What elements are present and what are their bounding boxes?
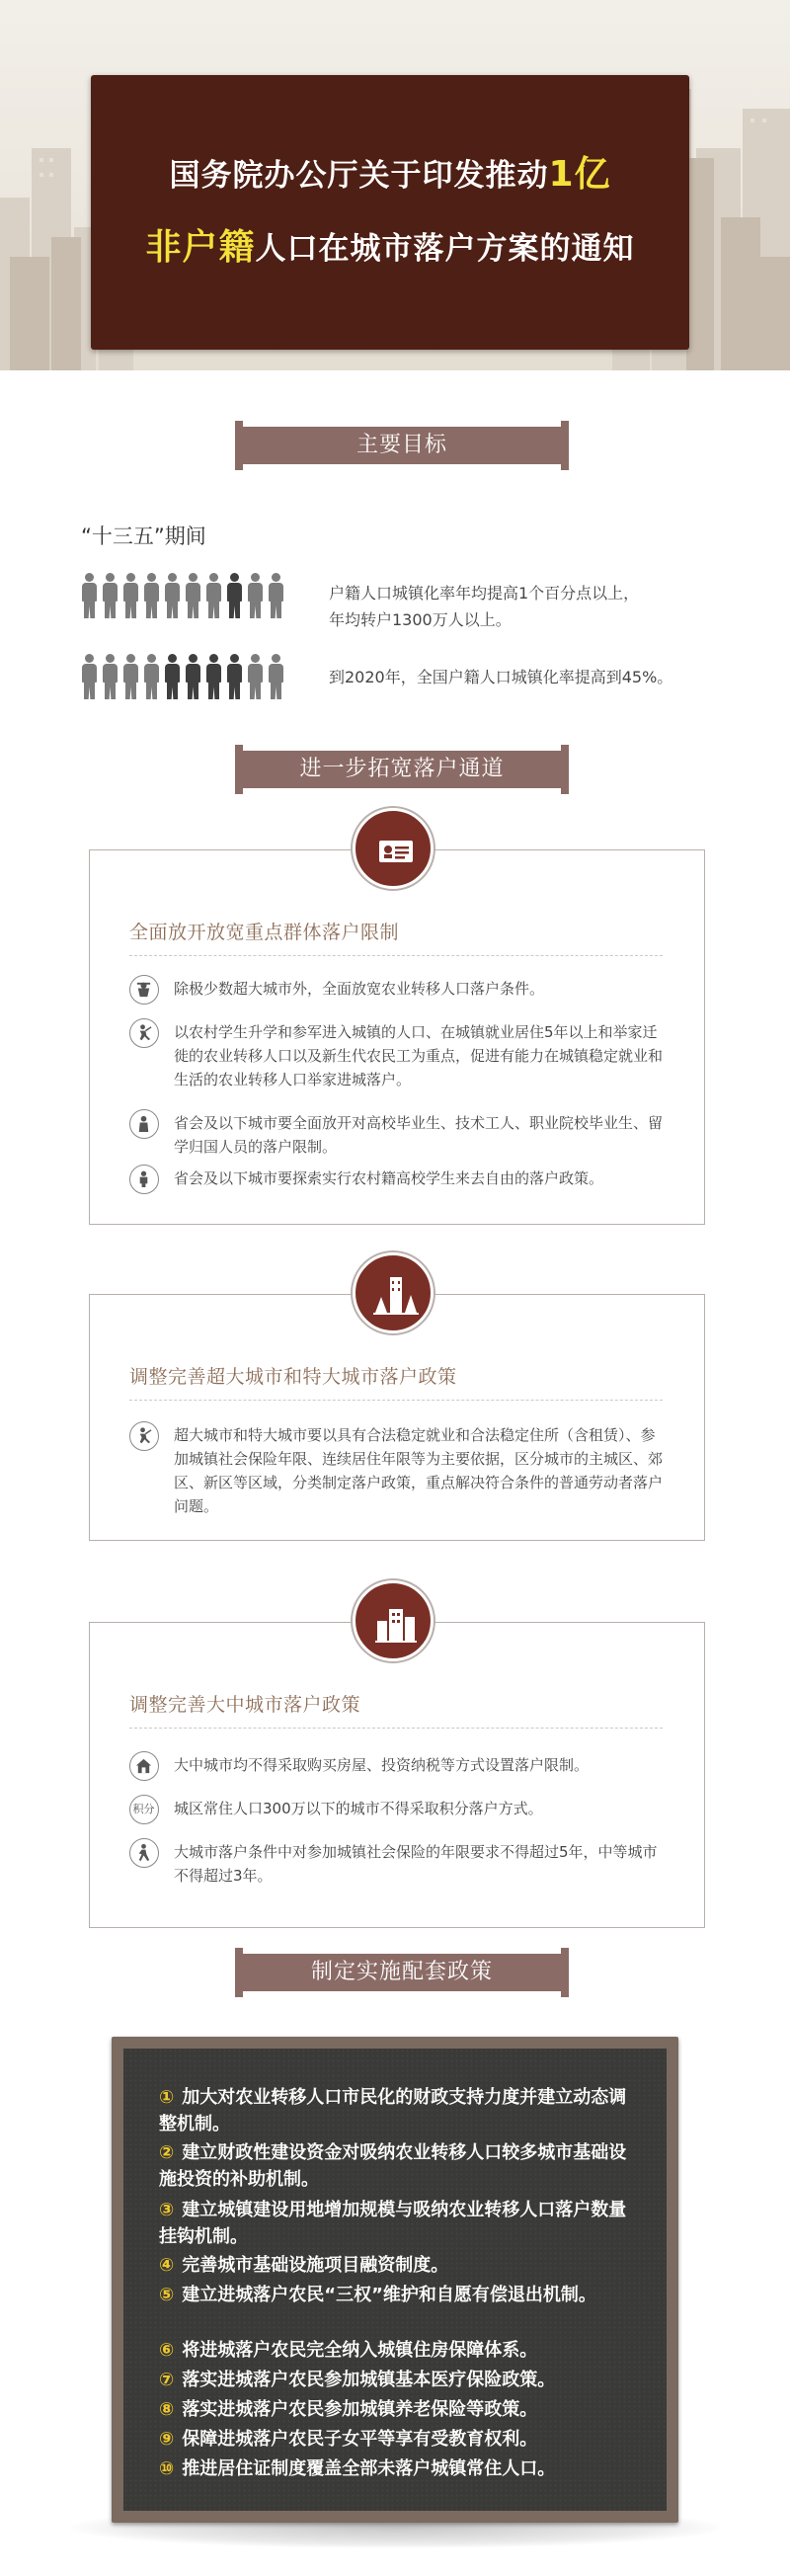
period-label: “十三五”期间 — [81, 524, 206, 548]
section-header-policies: 制定实施配套政策 — [237, 1954, 567, 1997]
person-icon — [143, 573, 160, 620]
person-icon — [122, 654, 139, 701]
title-box — [91, 75, 689, 350]
person-icon — [205, 573, 222, 620]
policy-item-2: ② 建立财政性建设资金对吸纳农业转移人口较多城市基础设施投资的补助机制。 — [159, 2142, 627, 2190]
worker-icon — [129, 1018, 159, 1048]
policy-card-2: 调整完善超大城市和特大城市落户政策 超大城市和特大城市要以具有合法稳定就业和合法稳定住所（含租赁）、参加城镇社会保险年限、连续居住年限等为主要依据，区分城市的主城区、郊区、新区等区域，分类制定落户政策，重点解决符合条件的普通劳动者落户问题。 — [89, 1294, 705, 1541]
person-icon — [122, 573, 139, 620]
card-title: 调整完善大中城市落户政策 — [129, 1694, 361, 1716]
id-card-icon — [353, 808, 434, 889]
policy-card-3: 调整完善大中城市落户政策 大中城市均不得采取购买房屋、投资纳税等方式设置落户限制。 积分 城区常住人口300万以下的城市不得采取积分落户方式。 大城市落户条件中对参加城镇社会保险的年限要求不得超过5年，中等城市不得超过3年。 — [89, 1622, 705, 1928]
person-icon — [247, 654, 264, 701]
card-title: 调整完善超大城市和特大城市落户政策 — [129, 1366, 457, 1388]
city-buildings-icon — [353, 1580, 434, 1661]
goal-2-text: 到2020年，全国户籍人口城镇化率提高到45%。 — [329, 668, 673, 686]
goal-1-text: 户籍人口城镇化率年均提高1个百分点以上， 年均转户1300万人以上。 — [329, 584, 640, 629]
person-icon-highlighted — [226, 573, 243, 620]
person-icon — [268, 573, 284, 620]
policy-item-7: ⑦ 落实进城落户农民参加城镇基本医疗保险政策。 — [159, 2370, 556, 2390]
points-icon: 积分 — [129, 1795, 159, 1824]
person-icon — [81, 573, 98, 620]
person-icon — [268, 654, 284, 701]
section-header-goals: 主要目标 — [237, 427, 567, 470]
person-icon — [143, 654, 160, 701]
worker-icon — [129, 1421, 159, 1451]
person-icon — [185, 573, 201, 620]
policy-item-5: ⑤ 建立进城落户农民“三权”维护和自愿有偿退出机制。 — [159, 2285, 596, 2305]
policy-item-1: ① 加大对农业转移人口市民化的财政支持力度并建立动态调整机制。 — [159, 2087, 627, 2134]
header-banner — [0, 0, 790, 370]
title-line-2: 非户籍人口在城市落户方案的通知 — [145, 227, 635, 268]
person-icon-highlighted — [226, 654, 243, 701]
student-icon — [129, 1165, 159, 1194]
chalkboard — [112, 2037, 678, 2523]
policy-item-10: ⑩ 推进居住证制度覆盖全部未落户城镇常住人口。 — [159, 2458, 556, 2479]
person-icon — [102, 573, 118, 620]
policy-card-1: 全面放开放宽重点群体落户限制 除极少数超大城市外，全面放宽农业转移人口落户条件。 以农村学生升学和参军进入城镇的人口、在城镇就业居住5年以上和举家迁徙的农业转移人口以及新生代农民工为重点，促进有能力在城镇稳定就业和生活的农业转移人口举家进城落户。 省会及以下城市要全面放开对高校毕业生、技术工人、职业院校毕业生、留学归国人员的落户限制。 省会及以下城市要探索实行农村籍高校学生来去自由的落户政策。 — [89, 849, 705, 1225]
people-row-1 — [81, 573, 284, 620]
person-icon-highlighted — [205, 654, 222, 701]
policy-item-6: ⑥ 将进城落户农民完全纳入城镇住房保障体系。 — [159, 2340, 538, 2361]
policy-item-9: ⑨ 保障进城落户农民子女平等享有受教育权利。 — [159, 2429, 538, 2450]
person-icon — [164, 573, 181, 620]
title-line-1: 国务院办公厅关于印发推动1亿 — [169, 154, 611, 195]
farmer-icon — [129, 975, 159, 1005]
person-icon-highlighted — [164, 654, 181, 701]
walker-icon — [129, 1838, 159, 1868]
person-icon-highlighted — [185, 654, 201, 701]
house-icon — [129, 1751, 159, 1781]
person-icon — [81, 654, 98, 701]
card-title: 全面放开放宽重点群体落户限制 — [129, 922, 400, 943]
policy-item-4: ④ 完善城市基础设施项目融资制度。 — [159, 2255, 449, 2276]
policy-item-8: ⑧ 落实进城落户农民参加城镇养老保险等政策。 — [159, 2399, 538, 2420]
graduate-icon — [129, 1109, 159, 1139]
city-trees-icon — [353, 1252, 434, 1333]
person-icon — [247, 573, 264, 620]
section-header-channels: 进一步拓宽落户通道 — [237, 751, 567, 794]
policy-item-3: ③ 建立城镇建设用地增加规模与吸纳农业转移人口落户数量挂钩机制。 — [159, 2200, 627, 2247]
person-icon — [102, 654, 118, 701]
people-row-2 — [81, 654, 284, 701]
